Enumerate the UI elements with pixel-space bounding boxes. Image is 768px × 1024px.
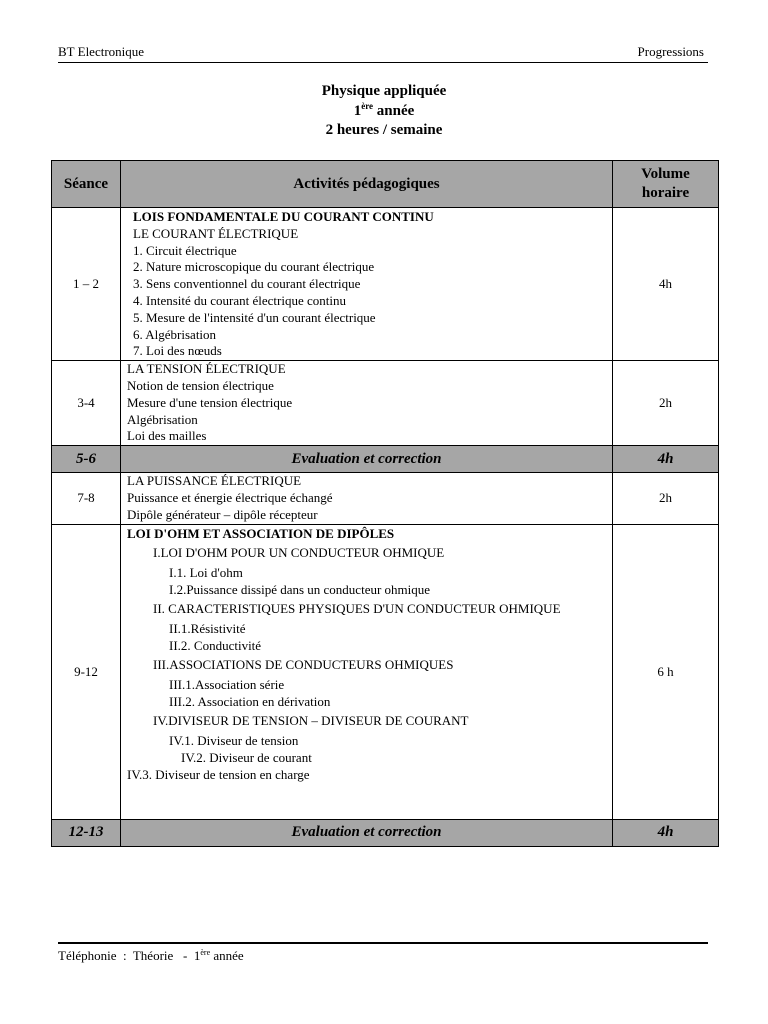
table-row [52,208,719,361]
list-item: I.2.Puissance dissipé dans un conducteur ohmique [169,581,431,597]
footer-rest: année [210,948,244,963]
activities-cell [121,361,613,446]
subsection-title: I.LOI D'OHM POUR UN CONDUCTEUR OHMIQUE [153,544,445,560]
volume-cell: 2h [613,473,719,524]
list-item: Dipôle générateur – dipôle récepteur [127,506,318,522]
list-item: 3. Sens conventionnel du courant électrique [133,276,361,292]
page-header [58,42,708,63]
activities-cell [121,208,613,361]
table-header-row [52,161,719,208]
evaluation-label: Evaluation et correction [121,446,613,473]
list-item: 5. Mesure de l'intensité d'un courant électrique [133,309,376,325]
seance-cell: 9-12 [52,524,121,819]
volume-cell: 2h [613,361,719,446]
title-subject: Physique appliquée [321,83,447,99]
list-item: Loi des mailles [127,428,207,444]
list-item: III.2. Association en dérivation [169,693,331,709]
seance-cell: 5-6 [52,446,121,473]
seance-cell: 3-4 [52,361,121,446]
header-left: BT Electronique [58,44,145,59]
table-row [52,524,719,819]
seance-cell: 7-8 [52,473,121,524]
progression-table [51,160,719,847]
seance-cell: 1 – 2 [52,208,121,361]
list-item: IV.2. Diviseur de courant [181,749,312,765]
table-row [52,361,719,446]
evaluation-label: Evaluation et correction [121,819,613,846]
evaluation-row [52,819,719,846]
list-item: 1. Circuit électrique [133,242,237,258]
list-item: Algébrisation [127,411,198,427]
footer-sup: ère [200,948,211,957]
list-item: 2. Nature microscopique du courant électrique [133,259,375,275]
seance-cell: 12-13 [52,819,121,846]
list-item: Notion de tension électrique [127,377,274,393]
list-item: II.1.Résistivité [169,620,246,636]
evaluation-row [52,446,719,473]
title-year: 1ère année [353,100,415,119]
subsection-title: II. CARACTERISTIQUES PHYSIQUES D'UN CONDUCTEUR OHMIQUE [153,600,561,616]
activities-cell [121,524,613,819]
section-heading: LA TENSION ÉLECTRIQUE [127,361,286,377]
title-hours: 2 heures / semaine [325,122,443,138]
table-row [52,473,719,524]
list-item: III.1.Association série [169,676,285,692]
volume-cell: 4h [613,446,719,473]
header-right: Progressions [637,44,704,59]
list-item: II.2. Conductivité [169,637,262,653]
volume-cell: 6 h [613,524,719,819]
list-item: I.1. Loi d'ohm [169,564,243,580]
list-item: 6. Algébrisation [133,326,217,342]
document-title [0,82,768,141]
list-item: IV.3. Diviseur de tension en charge [127,766,310,782]
volume-cell: 4h [613,819,719,846]
header-volume: Volume horaire [613,161,719,208]
page-footer [58,942,708,964]
footer-text: Téléphonie : Théorie - 1 [58,948,201,963]
header-activites: Activités pédagogiques [121,161,613,208]
section-heading: LOI D'OHM ET ASSOCIATION DE DIPÔLES [127,525,395,541]
section-heading: LA PUISSANCE ÉLECTRIQUE [127,473,302,489]
subsection-title: III.ASSOCIATIONS DE CONDUCTEURS OHMIQUES [153,656,454,672]
list-item: IV.1. Diviseur de tension [169,732,299,748]
list-item: Mesure d'une tension électrique [127,394,293,410]
section-subheading: LE COURANT ÉLECTRIQUE [133,225,299,241]
list-item: 4. Intensité du courant électrique continu [133,292,346,308]
section-heading: LOIS FONDAMENTALE DU COURANT CONTINU [133,209,434,224]
activities-cell [121,473,613,524]
subsection-title: IV.DIVISEUR DE TENSION – DIVISEUR DE COURANT [153,712,469,728]
list-item: 7. Loi des nœuds [133,343,222,359]
volume-cell: 4h [613,208,719,361]
header-seance: Séance [52,161,121,208]
list-item: Puissance et énergie électrique échangé [127,489,333,505]
